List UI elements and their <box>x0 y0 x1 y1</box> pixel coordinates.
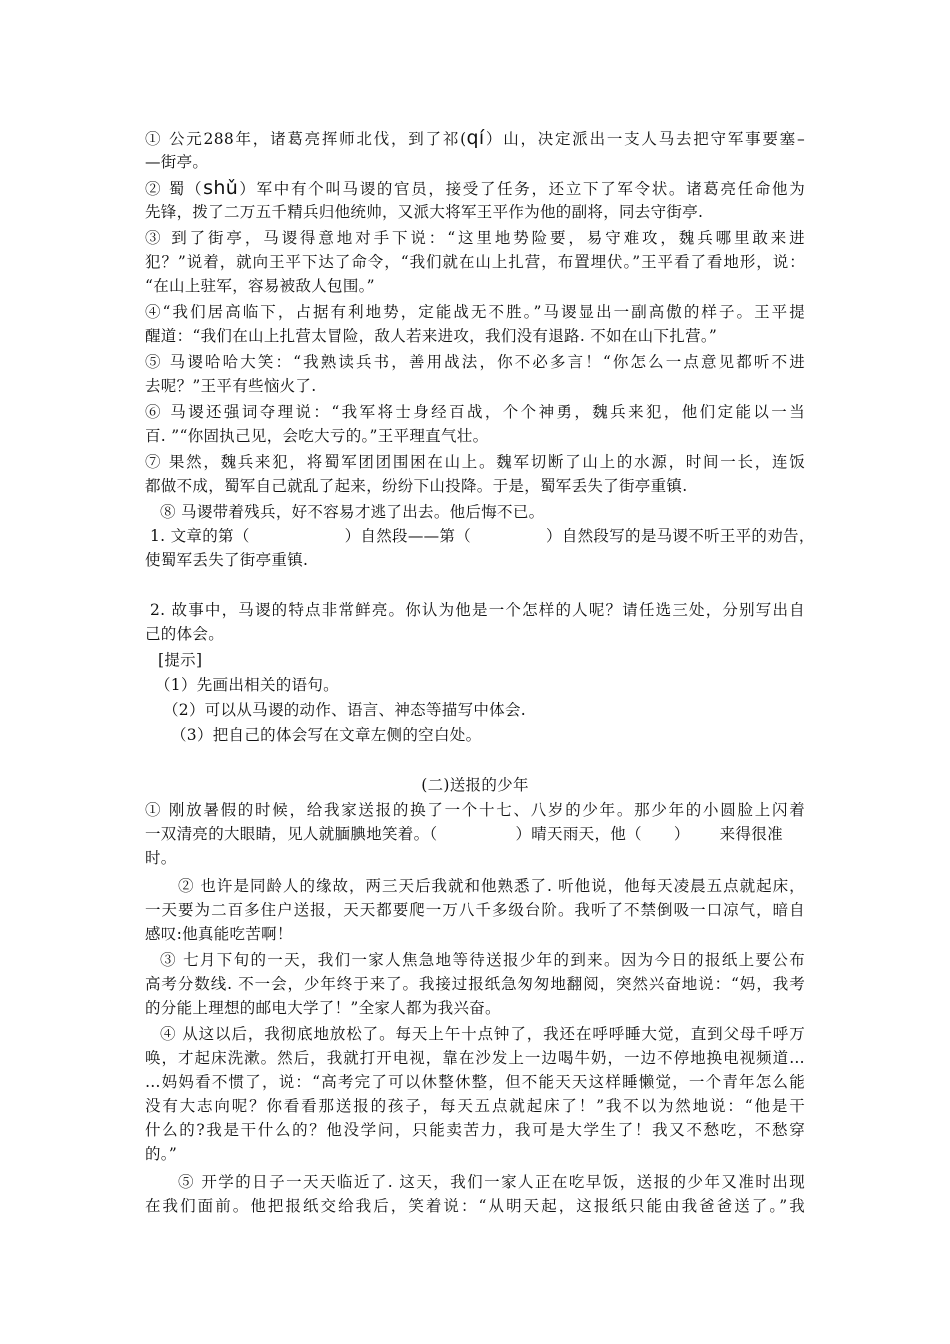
story-paragraph-3-line-3: 的分能上理想的邮电大学了！”全家人都为我兴奋。 <box>145 999 501 1017</box>
hint-1: （1）先画出相关的语句。 <box>155 676 339 694</box>
paragraph-6-line-1: ⑥ 马谡还强词夺理说：“我军将士身经百战，个个神勇，魏兵来犯，他们定能以一当 <box>145 403 805 421</box>
story-paragraph-4-line-3: …妈妈看不惯了，说：“高考完了可以休整休整，但不能天天这样睡懒觉，一个青年怎么能 <box>145 1073 805 1091</box>
question-1-part-c: ）自然段写的是马谡不听王平的劝告， <box>546 527 815 545</box>
story-paragraph-2-line-2: 一天要为二百多住户送报，天天都要爬一万八千多级台阶。我听了不禁倒吸一口凉气，暗自 <box>145 901 805 919</box>
story-paragraph-1-line-2: 一双清亮的大眼睛，见人就腼腆地笑着。（ ）晴天雨天，他（ ） 来得很准 <box>145 825 783 843</box>
story-paragraph-1-line-3: 时。 <box>145 849 177 867</box>
paragraph-4-line-1: ④“我们居高临下，占据有利地势，定能战无不胜。”马谡显出一副高傲的样子。王平提 <box>145 303 805 321</box>
story-paragraph-1-line-1: ① 刚放暑假的时候，给我家送报的换了一个十七、八岁的少年。那少年的小圆脸上闪着 <box>145 801 805 819</box>
story-paragraph-3-line-2: 高考分数线. 不一会，少年终于来了。我接过报纸急匆匆地翻阅，突然兴奋地说：“妈，我考 <box>145 975 805 993</box>
question-1-line-2: 使蜀军丢失了街亭重镇. <box>145 551 309 569</box>
story-paragraph-5-line-2: 在我们面前。他把报纸交给我后，笑着说：“从明天起，这报纸只能由我爸爸送了。”我 <box>145 1197 805 1215</box>
pinyin-qi: qí <box>466 127 485 149</box>
story-paragraph-2-line-3: 感叹:他真能吃苦啊！ <box>145 925 293 943</box>
paragraph-7-line-2: 都做不成，蜀军自己就乱了起来，纷纷下山投降。于是，蜀军丢失了街亭重镇. <box>145 477 688 495</box>
question-1-part-b: ）自然段——第（ <box>344 527 472 545</box>
question-2-line-1: 2. 故事中，马谡的特点非常鲜亮。你认为他是一个怎样的人呢？请任选三处，分别写出自 <box>150 601 805 619</box>
story-paragraph-4-line-6: 的。” <box>145 1145 178 1163</box>
story-paragraph-3-line-1: ③ 七月下旬的一天，我们一家人焦急地等待送报少年的到来。因为今日的报纸上要公布 <box>160 951 805 969</box>
hint-3: （3）把自己的体会写在文章左侧的空白处。 <box>171 726 482 744</box>
question-1-line-1 <box>150 526 815 546</box>
story-paragraph-2-line-1: ② 也许是同龄人的缘故，两三天后我就和他熟悉了. 听他说，他每天凌晨五点就起床， <box>178 877 805 895</box>
paragraph-1-line-1: ① 公元288年，诸葛亮挥师北伐，到了祁(qí）山，决定派出一支人马去把守军事要塞– <box>145 127 805 149</box>
paragraph-7-line-1: ⑦ 果然，魏兵来犯，将蜀军团团围困在山上。魏军切断了山上的水源，时间一长，连饭 <box>145 453 805 471</box>
paragraph-8: ⑧ 马谡带着残兵，好不容易才逃了出去。他后悔不已。 <box>160 503 545 521</box>
paragraph-3-line-2: 犯？”说着，就向王平下达了命令，“我们就在山上扎营，布置埋伏。”王平看了看地形，说： <box>145 253 805 271</box>
paragraph-1-line-2: —街亭。 <box>145 153 209 171</box>
question-2-line-2: 己的体会。 <box>145 625 225 643</box>
paragraph-2-line-1: ② 蜀（shǔ）军中有个叫马谡的官员，接受了任务，还立下了军令状。诸葛亮任命他为 <box>145 177 805 199</box>
hint-heading: [提示] <box>158 651 203 669</box>
story-paragraph-5-line-1: ⑤ 开学的日子一天天临近了. 这天，我们一家人正在吃早饭，送报的少年又准时出现 <box>178 1173 805 1191</box>
paragraph-3-line-1: ③ 到了街亭，马谡得意地对手下说：“这里地势险要，易守难攻，魏兵哪里敢来进 <box>145 229 805 247</box>
section-title: (二)送报的少年 <box>421 776 529 794</box>
question-1-part-a: 1. 文章的第（ <box>150 527 250 545</box>
story-paragraph-4-line-1: ④ 从这以后，我彻底地放松了。每天上午十点钟了，我还在呼呼睡大觉，直到父母千呼万 <box>160 1025 805 1043</box>
paragraph-2-line-2: 先锋，拨了二万五千精兵归他统帅，又派大将军王平作为他的副将，同去守街亭. <box>145 203 704 221</box>
paragraph-5-line-1: ⑤ 马谡哈哈大笑：“我熟读兵书，善用战法，你不必多言！“你怎么一点意见都听不进 <box>145 353 805 371</box>
paragraph-5-line-2: 去呢？”王平有些恼火了. <box>145 377 317 395</box>
story-paragraph-4-line-4: 没有大志向呢？你看看那送报的孩子，每天五点就起床了！”我不以为然地说：“他是干 <box>145 1097 805 1115</box>
hint-2: （2）可以从马谡的动作、语言、神态等描写中体会. <box>163 701 526 719</box>
paragraph-3-line-3: “在山上驻军，容易被敌人包围。” <box>145 277 375 295</box>
story-paragraph-4-line-5: 什么的?我是干什么的？他没学问，只能卖苦力，我可是大学生了！我又不愁吃，不愁穿 <box>145 1121 805 1139</box>
pinyin-shu: shǔ <box>203 177 239 199</box>
paragraph-6-line-2: 百. ”“你固执己见，会吃大亏的。”王平理直气壮。 <box>145 427 489 445</box>
story-paragraph-4-line-2: 唤，才起床洗漱。然后，我就打开电视，靠在沙发上一边喝牛奶，一边不停地换电视频道… <box>145 1049 805 1067</box>
paragraph-4-line-2: 醒道：“我们在山上扎营太冒险，敌人若来进攻，我们没有退路. 不如在山下扎营。” <box>145 327 718 345</box>
